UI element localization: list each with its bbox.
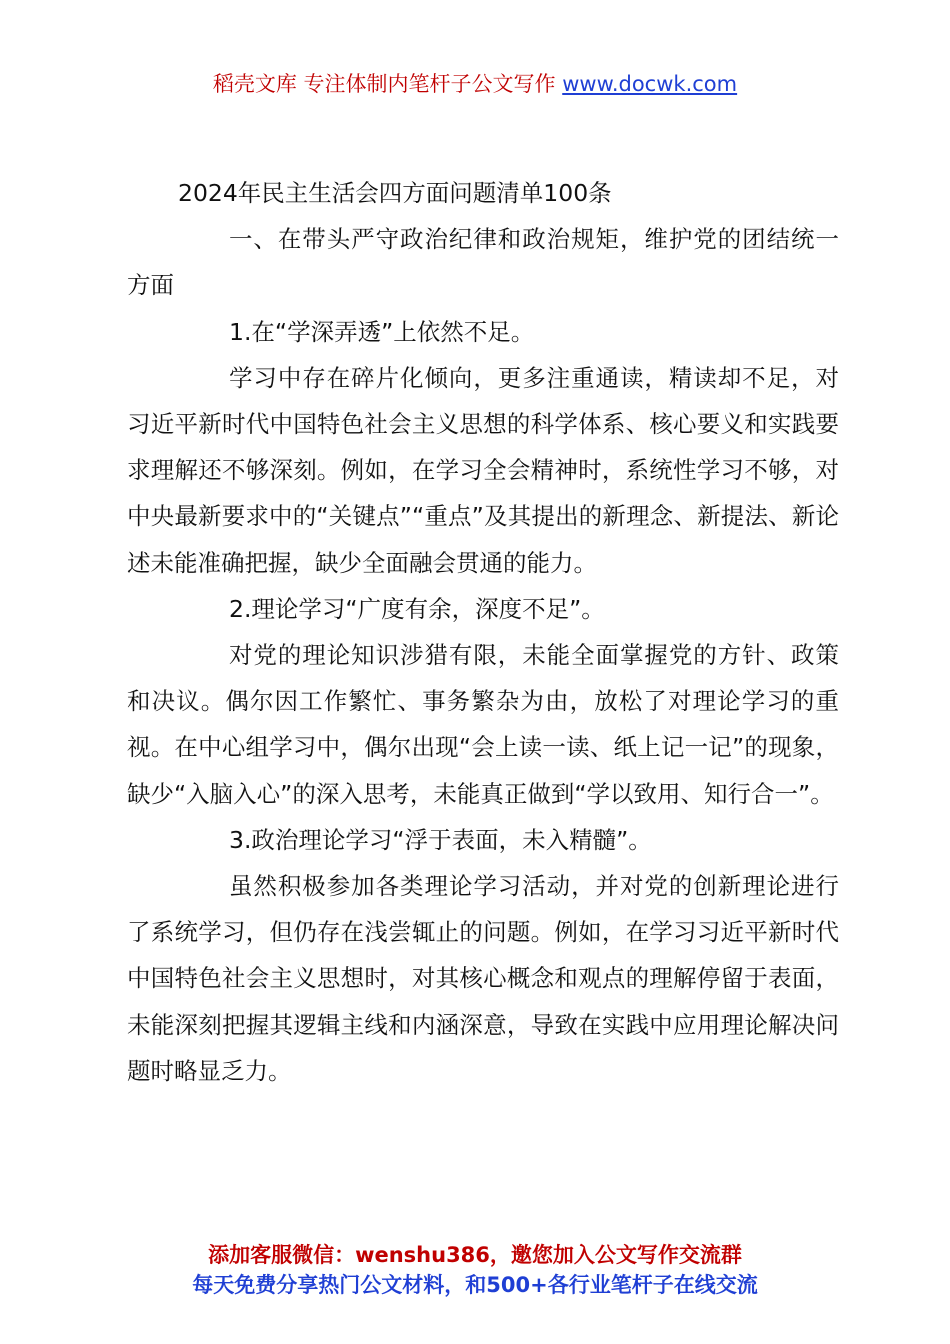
document-title: 2024年民主生活会四方面问题清单100条 — [178, 179, 612, 207]
document-body — [127, 170, 839, 1094]
brand-text: 稻壳文库 专注体制内笔杆子公文写作 — [212, 72, 563, 96]
paragraph: 虽然积极参加各类理论学习活动，并对党的创新理论进行了系统学习，但仍存在浅尝辄止的问题。例如，在学习习近平新时代中国特色社会主义思想时，对其核心概念和观点的理解停留于表面，未能深刻把握其逻辑主线和内涵深意，导致在实践中应用理论解决问题时略显乏力。 — [127, 872, 839, 1085]
promo-footer — [0, 1240, 950, 1300]
section-heading: 一、在带头严守政治纪律和政治规矩，维护党的团结统一方面 — [127, 225, 839, 300]
footer-contact-line: 添加客服微信：wenshu386，邀您加入公文写作交流群 — [208, 1243, 742, 1267]
paragraph: 学习中存在碎片化倾向，更多注重通读，精读却不足，对习近平新时代中国特色社会主义思想的科学体系、核心要义和实践要求理解还不够深刻。例如，在学习全会精神时，系统性学习不够，对中央最新要求中的“关键点”“重点”及其提出的新理念、新提法、新论述未能准确把握，缺少全面融会贯通的能力。 — [127, 363, 839, 577]
watermark-header — [0, 68, 950, 98]
paragraph: 对党的理论知识涉猎有限，未能全面掌握党的方针、政策和决议。偶尔因工作繁忙、事务繁杂为由，放松了对理论学习的重视。在中心组学习中，偶尔出现“会上读一读、纸上记一记”的现象，缺少“入脑入心”的深入思考，未能真正做到“学以致用、知行合一”。 — [127, 641, 839, 808]
item-heading: 1.在“学深弄透”上依然不足。 — [229, 317, 535, 346]
item-heading: 3.政治理论学习“浮于表面，未入精髓”。 — [229, 825, 652, 854]
site-link[interactable]: www.docwk.com — [562, 72, 738, 96]
footer-promo-line: 每天免费分享热门公文材料，和500+各行业笔杆子在线交流 — [192, 1273, 758, 1297]
item-heading: 2.理论学习“广度有余，深度不足”。 — [229, 594, 605, 623]
